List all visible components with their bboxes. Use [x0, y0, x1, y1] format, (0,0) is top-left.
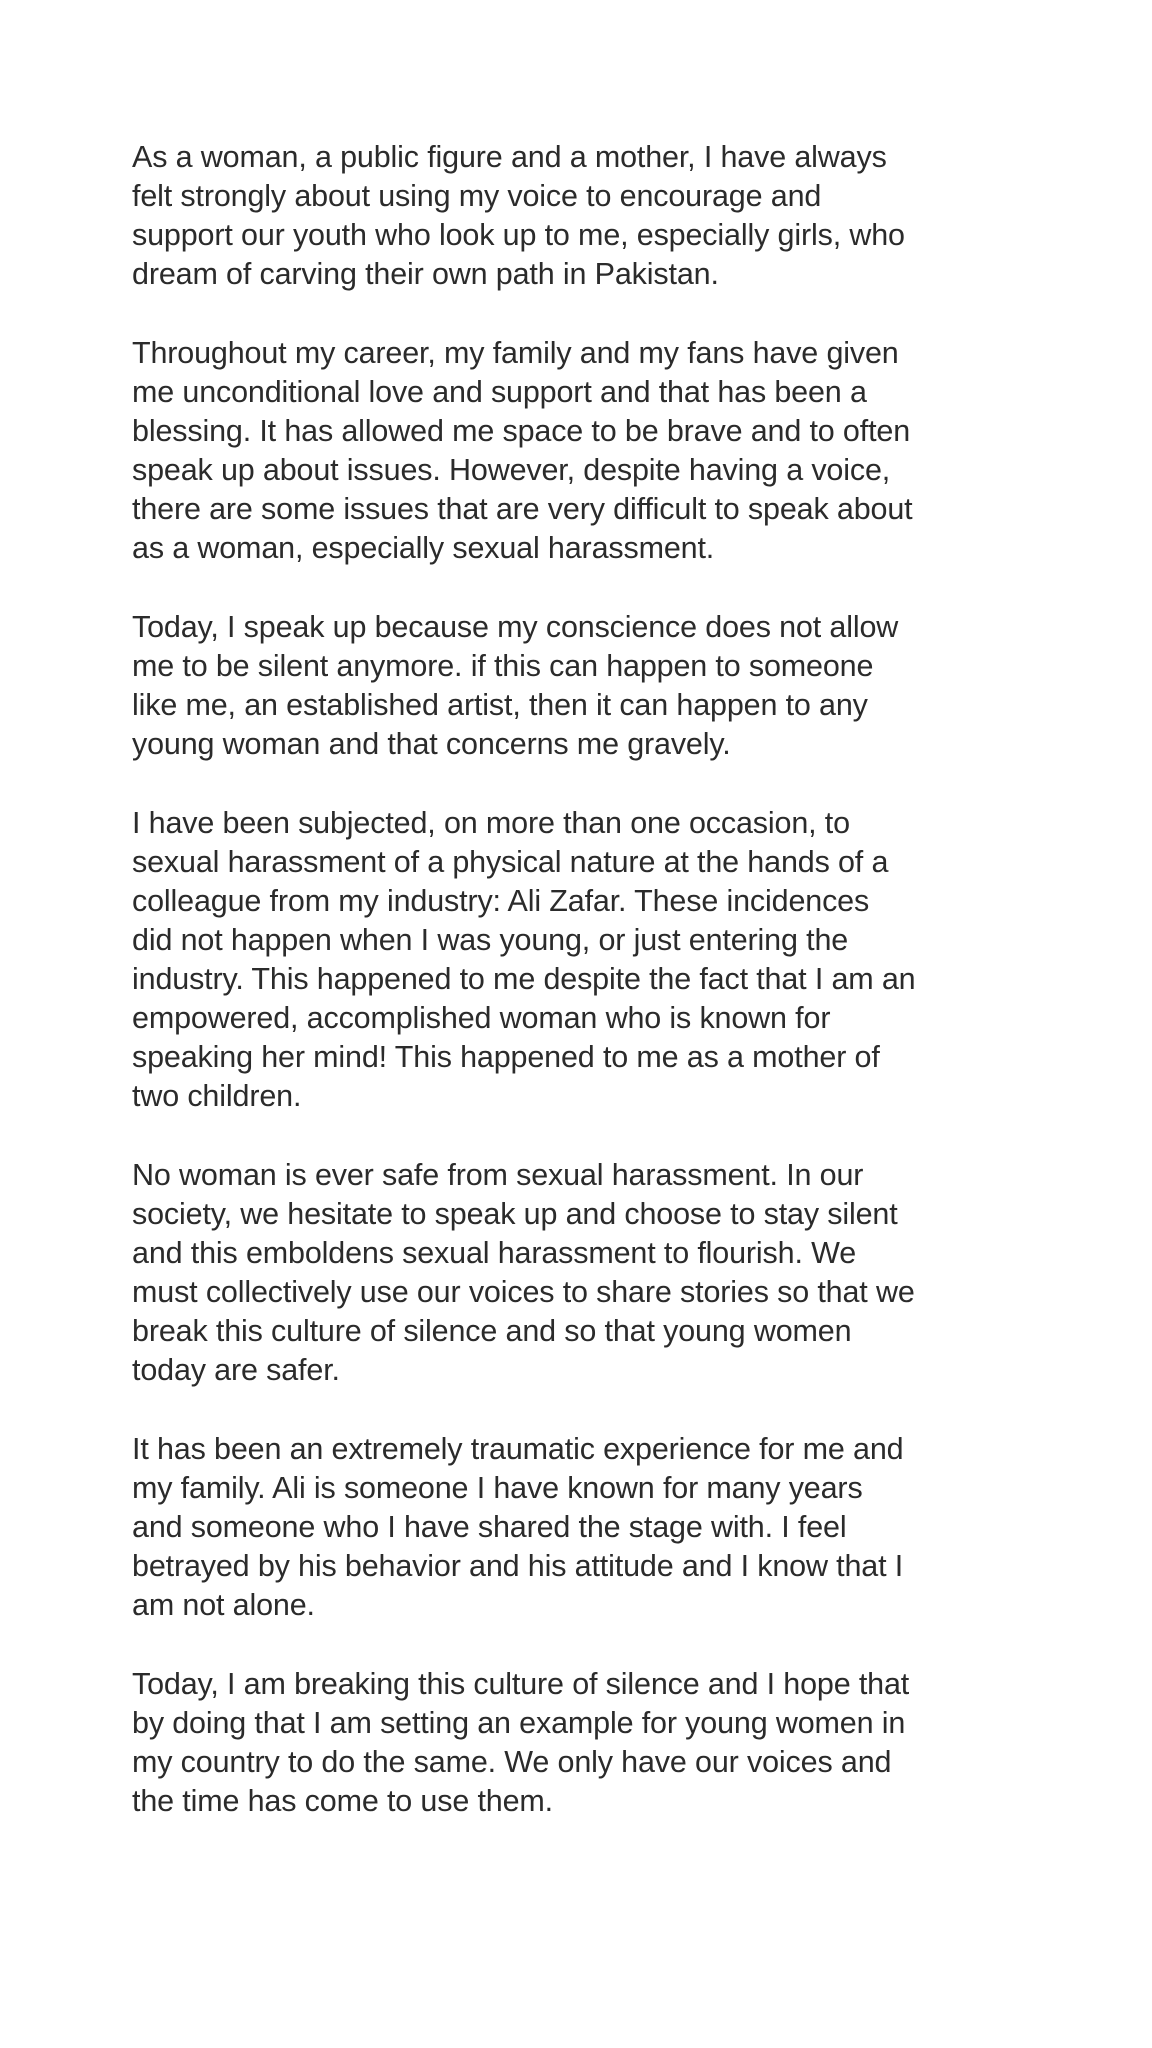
paragraph-3: Today, I speak up because my conscience does not allow me to be silent anymore. if this can happen to someone like me, an established artist, then it can happen to any young woman and that concerns me gravely. [132, 610, 899, 761]
paragraph-7: Today, I am breaking this culture of silence and I hope that by doing that I am setting an example for young women in my country to do the same. We only have our voices and the time has come to use them. [132, 1667, 910, 1818]
statement-document [132, 138, 1022, 1861]
paragraph-4: I have been subjected, on more than one occasion, to sexual harassment of a physical nature at the hands of a colleague from my industry: Ali Zafar. These incidences did not happen when I was young, or just entering the industry. This happened to me despite the fact that I am an empowered, accomplished woman who is known for speaking her mind! This happened to me as a mother of two children. [132, 806, 916, 1113]
paragraph-6: It has been an extremely traumatic experience for me and my family. Ali is someone I have known for many years and someone who I have shared the stage with. I feel betrayed by his behavior and his attitude and I know that I am not alone. [132, 1432, 904, 1622]
paragraph-2: Throughout my career, my family and my fans have given me unconditional love and support and that has been a blessing. It has allowed me space to be brave and to often speak up about issues. However, despite having a voice, there are some issues that are very difficult to speak about as a woman, especially sexual harassment. [132, 336, 913, 565]
paragraph-5: No woman is ever safe from sexual harassment. In our society, we hesitate to speak up and choose to stay silent and this emboldens sexual harassment to flourish. We must collectively use our voices to share stories so that we break this culture of silence and so that young women today are safer. [132, 1158, 915, 1387]
paragraph-1: As a woman, a public figure and a mother, I have always felt strongly about using my voice to encourage and support our youth who look up to me, especially girls, who dream of carving their own path in Pakistan. [132, 140, 905, 291]
